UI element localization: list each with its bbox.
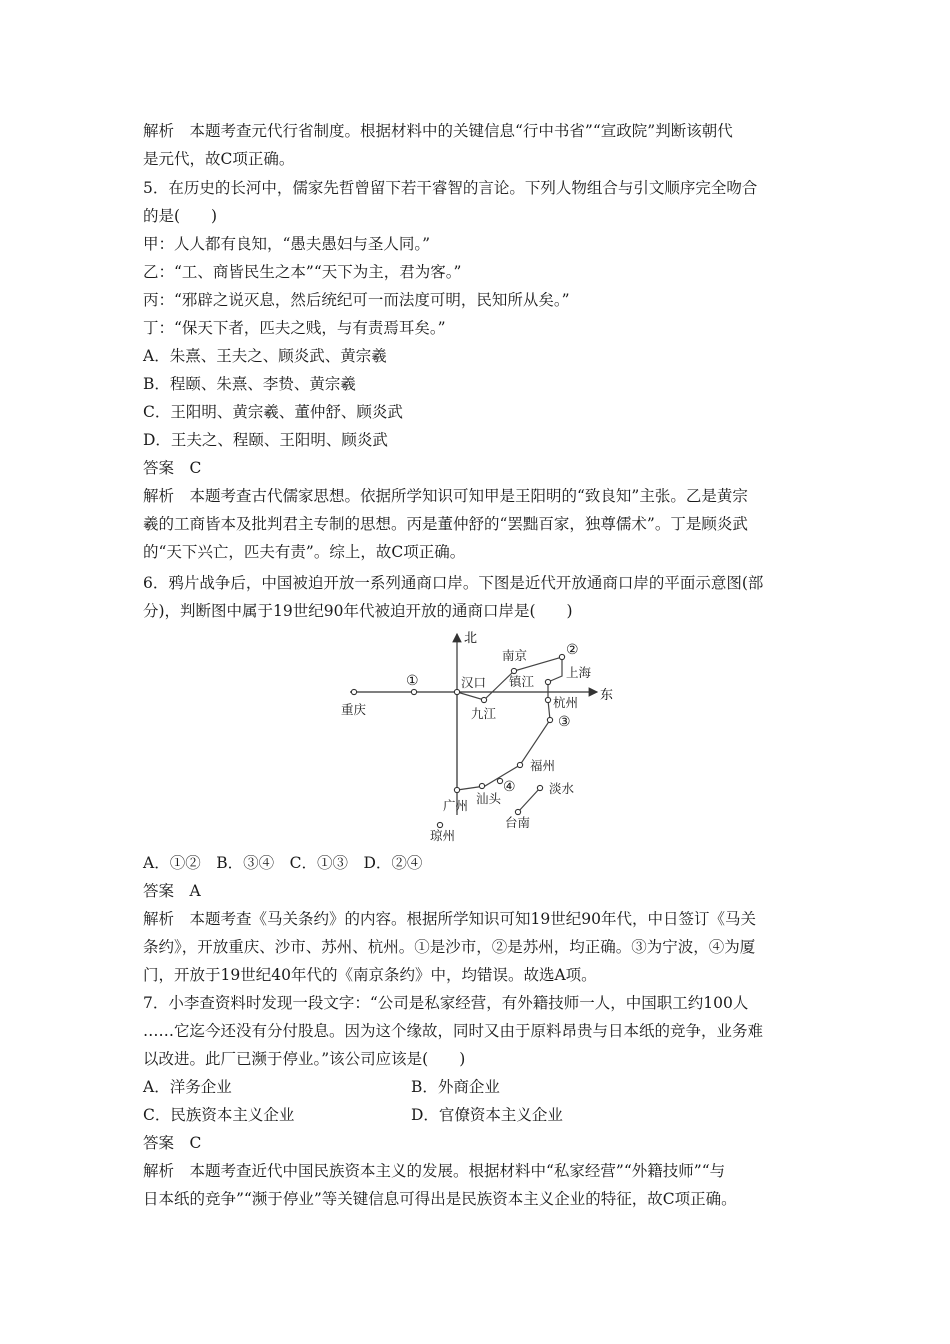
q6-options: A．①② B．③④ C．①③ D．②④ (143, 854, 423, 872)
q5-quote-ding: 丁：“保天下者，匹夫之贱，与有责焉耳矣。” (143, 319, 446, 337)
q7-analysis-line-2: 日本纸的竞争”“濒于停业”等关键信息可得出是民族资本主义企业的特征，故C项正确。 (143, 1190, 737, 1208)
port-2-dot (559, 654, 564, 659)
port-zhenjiang-dot (511, 668, 516, 673)
taiwan-route (518, 788, 540, 812)
label-danshui: 淡水 (549, 781, 575, 796)
port-hangzhou-dot (545, 697, 550, 702)
q5-option-c: C．王阳明、黄宗羲、董仲舒、顾炎武 (143, 403, 403, 421)
q5-quote-yi: 乙：“工、商皆民生之本”“天下为主，君为客。” (143, 263, 462, 281)
q5-option-a: A．朱熹、王夫之、顾炎武、黄宗羲 (143, 347, 387, 365)
label-tainan: 台南 (505, 815, 531, 830)
label-shantou: 汕头 (476, 791, 502, 806)
label-3: ③ (558, 714, 571, 730)
q7-analysis-line-1: 解析 本题考查近代中国民族资本主义的发展。根据材料中“私家经营”“外籍技师”“与 (143, 1162, 726, 1180)
q7-stem (143, 989, 815, 1073)
port-danshui-dot (537, 785, 542, 790)
q5-option-b: B．程颐、朱熹、李贽、黄宗羲 (143, 375, 356, 393)
port-3-dot (547, 717, 552, 722)
label-4: ④ (503, 779, 516, 795)
label-jiujiang: 九江 (471, 706, 497, 721)
port-guangzhou-dot (454, 787, 459, 792)
label-fuzhou: 福州 (530, 758, 556, 773)
port-4-dot (497, 778, 502, 783)
q7-stem-line-1: 7．小李查资料时发现一段文字：“公司是私家经营，有外籍技师一人，中国职工约100人 (143, 994, 749, 1012)
port-1-dot (411, 689, 416, 694)
label-zhenjiang: 镇江 (509, 674, 535, 689)
port-fuzhou-dot (517, 762, 522, 767)
east-label: 东 (600, 688, 614, 703)
label-1: ① (406, 673, 419, 689)
north-label: 北 (464, 631, 478, 646)
label-qiongzhou: 琼州 (430, 828, 456, 843)
port-hankou-dot (454, 689, 459, 694)
q6-block (143, 849, 815, 989)
q5-quote-bing: 丙：“邪辟之说灭息，然后统纪可一而法度可明，民知所从矣。” (143, 291, 570, 309)
q5-stem-line-1: 5．在历史的长河中，儒家先哲曾留下若干睿智的言论。下列人物组合与引文顺序完全吻合 (143, 179, 758, 197)
label-shanghai: 上海 (566, 665, 592, 680)
q5-block (143, 174, 815, 566)
label-guangzhou: 广州 (443, 798, 469, 813)
port-chongqing-dot (351, 689, 356, 694)
label-chongqing: 重庆 (341, 702, 367, 717)
q7-block (143, 1129, 815, 1213)
q5-analysis-line-3: 的“天下兴亡，匹夫有责”。综上，故C项正确。 (143, 543, 466, 561)
port-tainan-dot (515, 809, 520, 814)
q4-analysis-line-2: 是元代，故C项正确。 (143, 150, 295, 168)
port-jiujiang-dot (481, 697, 486, 702)
q7-option-a: A．洋务企业 (143, 1078, 232, 1096)
q7-option-c: C．民族资本主义企业 (143, 1106, 295, 1124)
q6-analysis-line-1: 解析 本题考查《马关条约》的内容。根据所学知识可知19世纪90年代，中日签订《马关 (143, 910, 756, 928)
port-shantou-dot (479, 783, 484, 788)
q6-stem-line-1: 6．鸦片战争后，中国被迫开放一系列通商口岸。下图是近代开放通商口岸的平面示意图(部 (143, 574, 764, 592)
q7-answer: 答案 C (143, 1134, 202, 1152)
q6-stem-line-2: 分)，判断图中属于19世纪90年代被迫开放的通商口岸是( ) (143, 602, 573, 620)
label-2: ② (566, 642, 579, 658)
q5-option-d: D．王夫之、程颐、王阳明、顾炎武 (143, 431, 388, 449)
q6-analysis-line-2: 条约》，开放重庆、沙市、苏州、杭州。①是沙市，②是苏州，均正确。③为宁波，④为厦 (143, 938, 756, 956)
q6-analysis-line-3: 门，开放于19世纪40年代的《南京条约》中，均错误。故选A项。 (143, 966, 597, 984)
q5-analysis-line-2: 羲的工商皆本及批判君主专制的思想。丙是董仲舒的“罢黜百家，独尊儒术”。丁是顾炎武 (143, 515, 748, 533)
q5-answer: 答案 C (143, 459, 202, 477)
q5-stem-line-2: 的是( ) (143, 207, 218, 225)
q4-analysis (143, 117, 815, 173)
q4-analysis-line-1: 解析 本题考查元代行省制度。根据材料中的关键信息“行中书省”“宣政院”判断该朝代 (143, 122, 733, 140)
label-nanjing: 南京 (502, 648, 528, 663)
q6-answer: 答案 A (143, 882, 201, 900)
q7-stem-line-2: ……它迄今还没有分付股息。因为这个缘故，同时又由于原料昂贵与日本纸的竞争，业务难 (143, 1022, 764, 1040)
label-hankou: 汉口 (461, 675, 487, 690)
q6-stem (143, 569, 815, 625)
label-hangzhou: 杭州 (553, 695, 579, 710)
q7-option-b: B．外商企业 (411, 1078, 500, 1096)
q7-stem-line-3: 以改进。此厂已濒于停业。”该公司应该是( ) (143, 1050, 466, 1068)
q5-analysis-line-1: 解析 本题考查古代儒家思想。依据所学知识可知甲是王阳明的“致良知”主张。乙是黄宗 (143, 487, 748, 505)
q5-quote-jia: 甲：人人都有良知，“愚夫愚妇与圣人同。” (143, 235, 431, 253)
q7-option-d: D．官僚资本主义企业 (411, 1106, 563, 1124)
treaty-ports-map (330, 625, 630, 845)
port-shanghai-dot (545, 679, 550, 684)
port-qiongzhou-dot (437, 822, 442, 827)
